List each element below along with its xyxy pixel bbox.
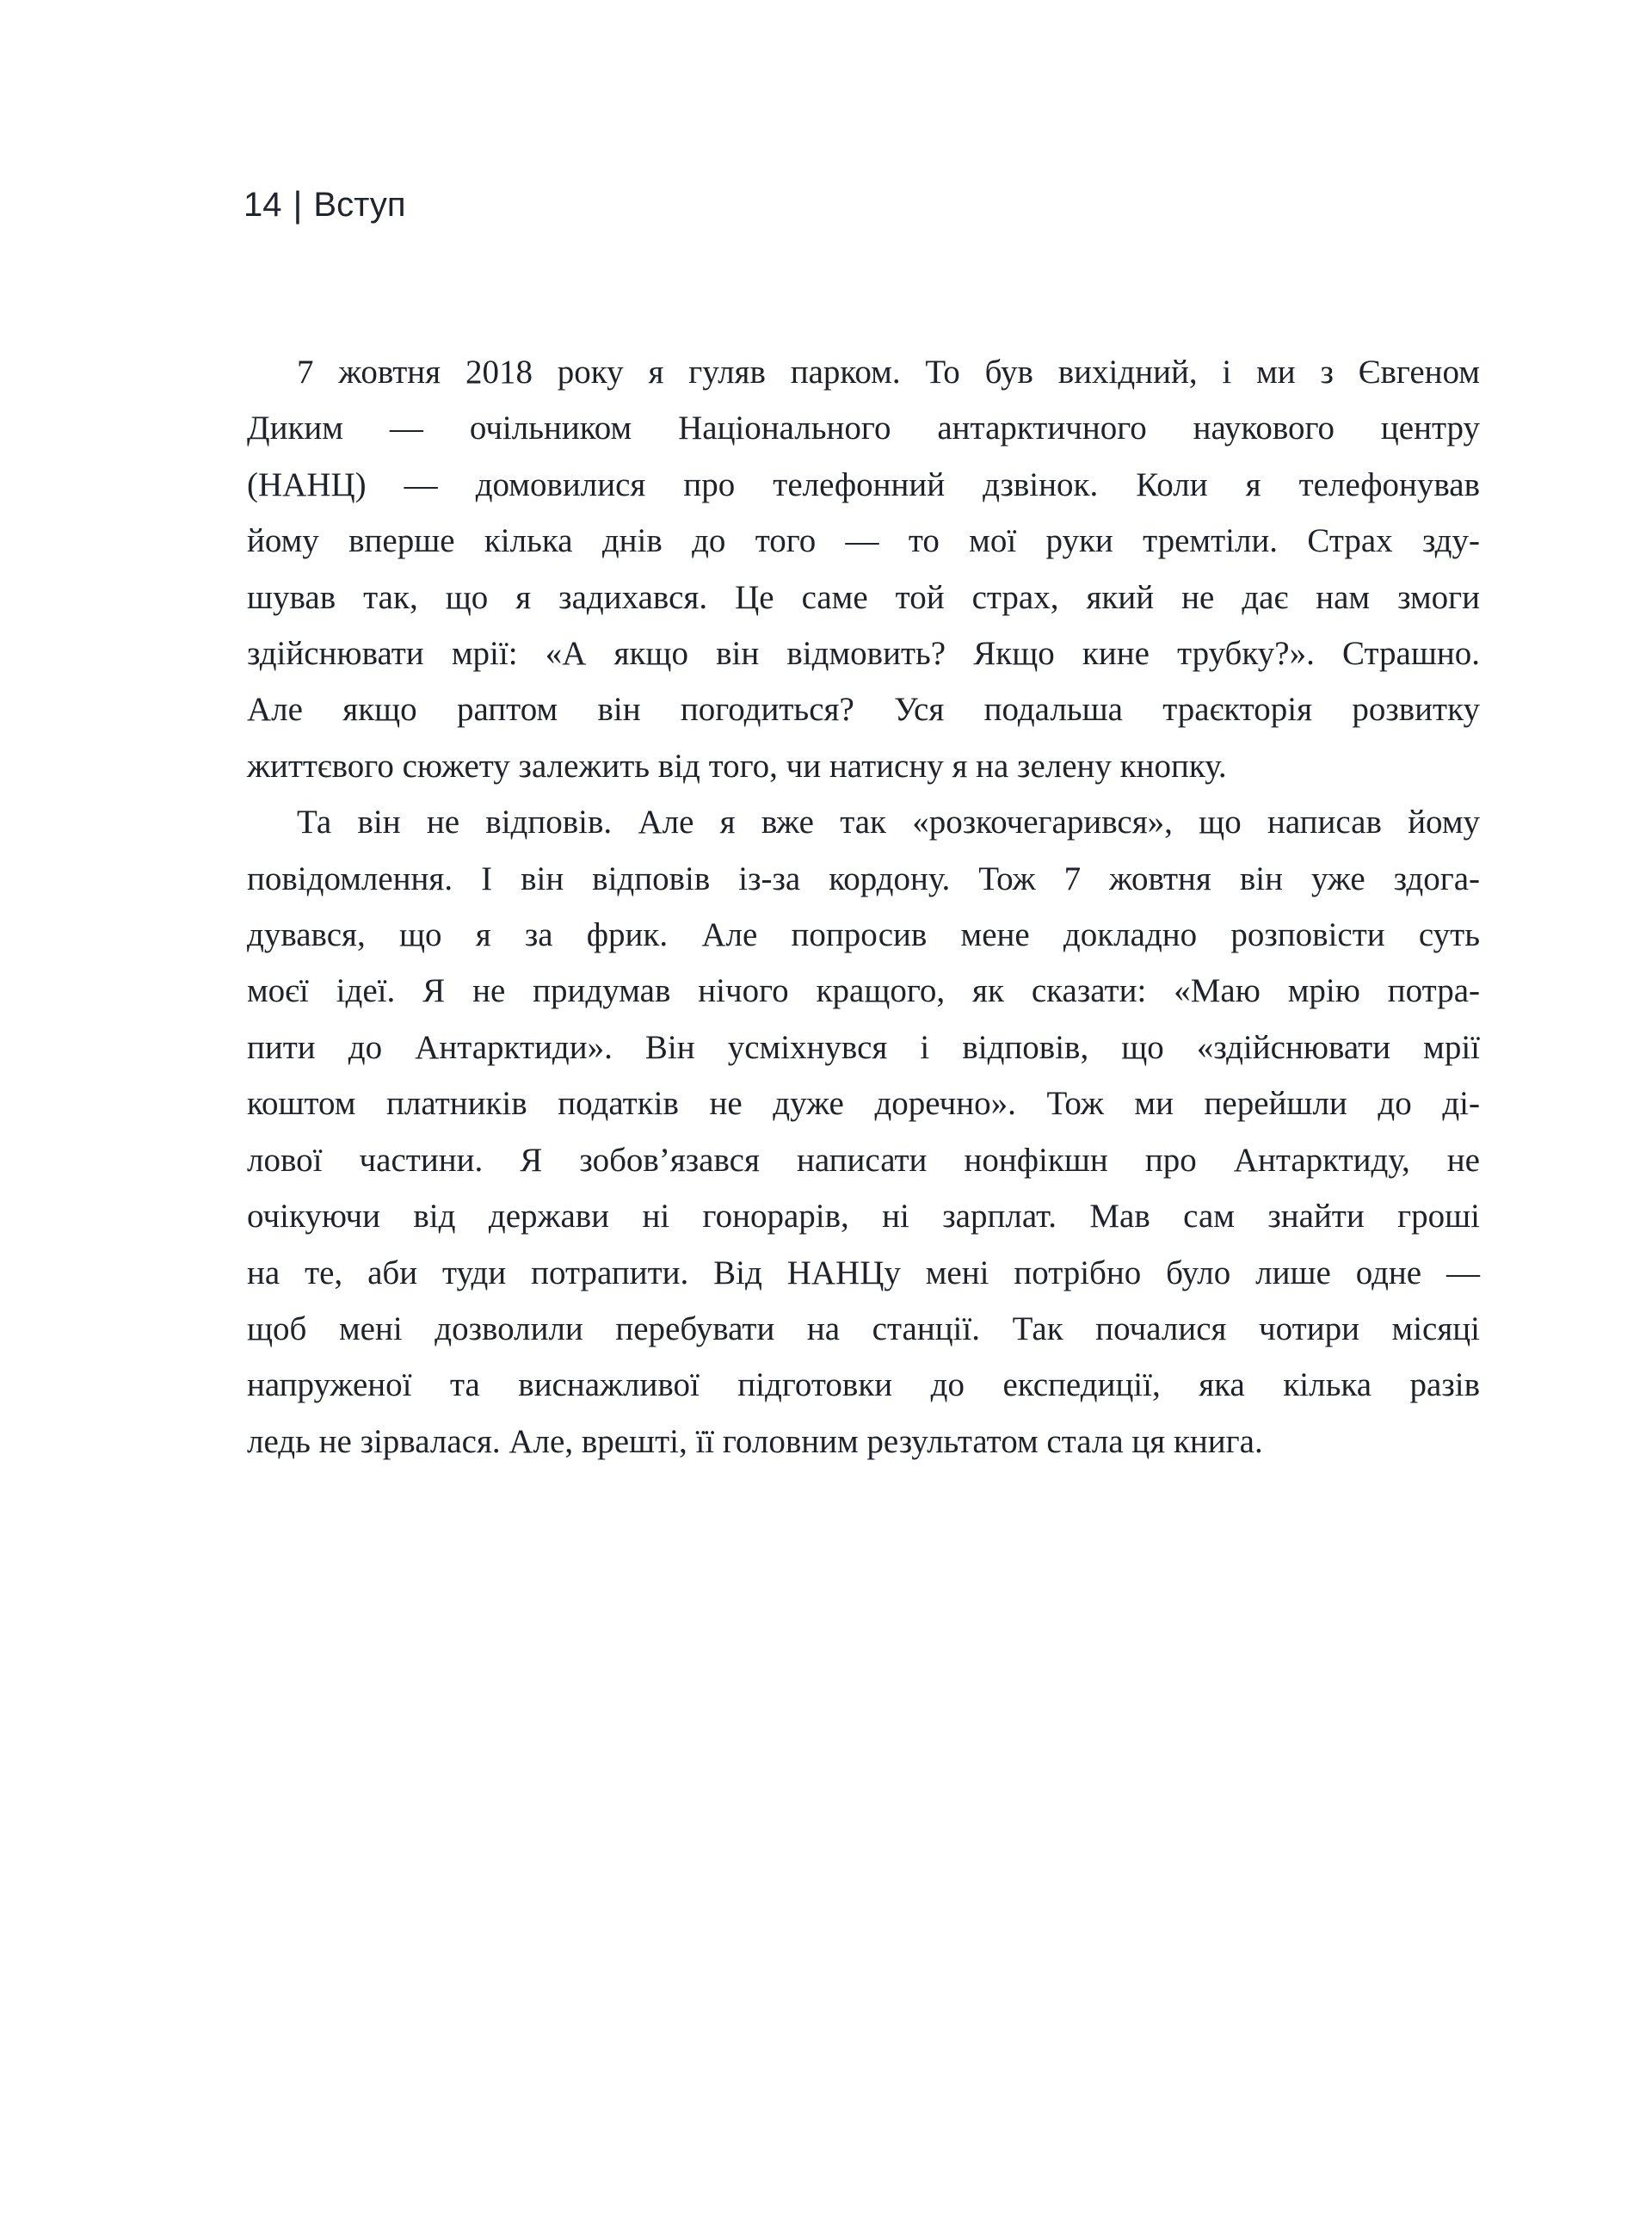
paragraph-1 [247, 344, 1480, 794]
text-line: лової частини. Я зобов’язався написати нонфікшн про Антарктиду, не [247, 1141, 1480, 1179]
text-line: здійснювати мрії: «А якщо він відмовить? Якщо кине трубку?». Страшно. [247, 635, 1480, 673]
running-header [243, 183, 406, 225]
text-line: коштом платників податків не дуже доречно». Тож ми перейшли до ді- [247, 1085, 1480, 1123]
text-line: Але якщо раптом він погодиться? Уся подальша траєкторія розвитку [247, 691, 1480, 729]
text-line: напруженої та виснажливої підготовки до експедиції, яка кілька разів [247, 1366, 1480, 1404]
text-line: (НАНЦ) — домовилися про телефонний дзвінок. Коли я телефонував [247, 465, 1480, 503]
text-line: моєї ідеї. Я не придумав нічого кращого, як сказати: «Маю мрію потра- [247, 972, 1480, 1010]
text-line: шував так, що я задихався. Це саме той страх, який не дає нам змоги [247, 578, 1480, 616]
text-line: щоб мені дозволили перебувати на станції. Так почалися чотири місяці [247, 1310, 1480, 1347]
paragraph-2 [247, 794, 1480, 1470]
text-line: дувався, що я за фрик. Але попросив мене докладно розповісти суть [247, 916, 1480, 954]
text-line: Диким — очільником Національного антарктичного наукового центру [247, 410, 1480, 447]
text-line: на те, аби туди потрапити. Від НАНЦу мені потрібно було лише одне — [247, 1254, 1480, 1291]
page-number: 14 [243, 186, 282, 224]
text-line: пити до Антарктиди». Він усміхнувся і відповів, що «здійснювати мрії [247, 1028, 1480, 1066]
body-text [247, 344, 1480, 1470]
text-line: очікуючи від держави ні гонорарів, ні зарплат. Мав сам знайти гроші [247, 1198, 1480, 1236]
text-line: ледь не зірвалася. Але, врешті, її головним результатом стала ця книга. [247, 1422, 1263, 1460]
text-line: повідомлення. І він відповів із-за кордону. Тож 7 жовтня він уже здога- [247, 860, 1480, 897]
header-separator: | [293, 184, 303, 225]
chapter-title: Вступ [313, 186, 406, 224]
text-line: Та він не відповів. Але я вже так «розкочегарився», що написав йому [297, 804, 1480, 841]
text-line: 7 жовтня 2018 року я гуляв парком. То був вихідний, і ми з Євгеном [297, 354, 1480, 391]
text-line: йому вперше кілька днів до того — то мої руки тремтіли. Страх зду- [247, 522, 1480, 560]
text-line: життєвого сюжету залежить від того, чи натисну я на зелену кнопку. [247, 747, 1227, 785]
